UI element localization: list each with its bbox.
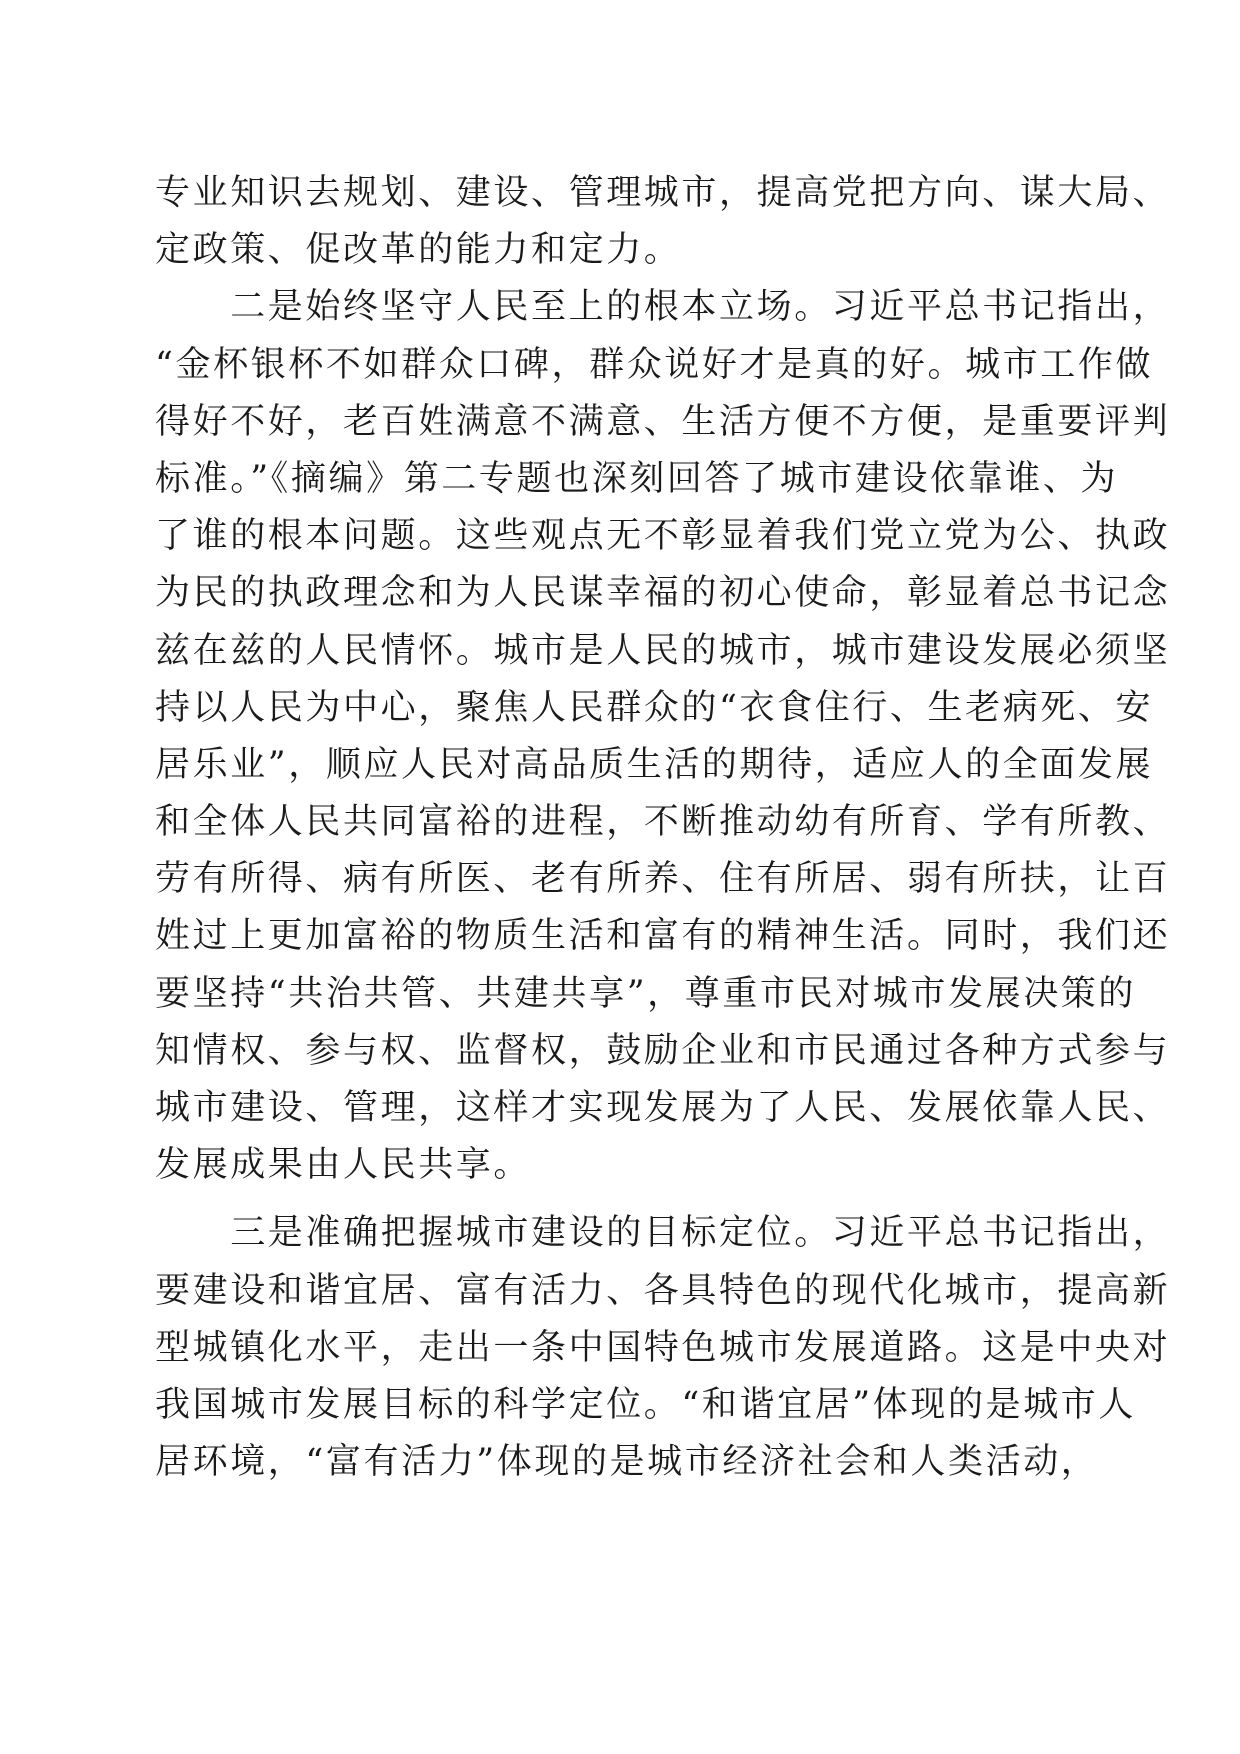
- text-line: 专业知识去规划、建设、管理城市，提高党把方向、谋大局、: [155, 173, 1171, 213]
- text-line: 型城镇化水平，走出一条中国特色城市发展道路。这是中央对: [155, 1327, 1171, 1368]
- text-line: 劳有所得、病有所医、老有所养、住有所居、弱有所扶，让百: [155, 859, 1171, 900]
- paragraph-gap: [155, 1194, 1085, 1205]
- paragraph-3: [155, 1205, 1171, 1491]
- paragraph-1: [155, 165, 1171, 279]
- text-line: 标准。”《摘编》第二专题也深刻回答了城市建设依靠谁、为: [155, 458, 1119, 499]
- text-line: 定政策、促改革的能力和定力。: [155, 230, 682, 271]
- text-line: 要建设和谐宜居、富有活力、各具特色的现代化城市，提高新: [155, 1270, 1171, 1311]
- text-line: 居环境，“富有活力”体现的是城市经济社会和人类活动，: [155, 1442, 1099, 1483]
- paragraph-2: [155, 279, 1171, 1194]
- text-line: 知情权、参与权、监督权，鼓励企业和市民通过各种方式参与: [155, 1030, 1171, 1071]
- text-line: 我国城市发展目标的科学定位。“和谐宜居”体现的是城市人: [155, 1384, 1136, 1425]
- text-line: 要坚持“共治共管、共建共享”，尊重市民对城市发展决策的: [155, 973, 1136, 1014]
- text-line: 了谁的根本问题。这些观点无不彰显着我们党立党为公、执政: [155, 516, 1171, 557]
- text-line: 三是准确把握城市建设的目标定位。习近平总书记指出，: [155, 1213, 1171, 1254]
- text-line: 为民的执政理念和为人民谋幸福的初心使命，彰显着总书记念: [155, 573, 1171, 614]
- text-line: 姓过上更加富裕的物质生活和富有的精神生活。同时，我们还: [155, 916, 1171, 957]
- text-line: 居乐业”，顺应人民对高品质生活的期待，适应人的全面发展: [155, 744, 1154, 785]
- text-line: 和全体人民共同富裕的进程，不断推动幼有所育、学有所教、: [155, 802, 1171, 843]
- text-line: 二是始终坚守人民至上的根本立场。习近平总书记指出，: [155, 287, 1171, 328]
- text-line: 兹在兹的人民情怀。城市是人民的城市，城市建设发展必须坚: [155, 630, 1171, 671]
- text-line: 持以人民为中心，聚焦人民群众的“衣食住行、生老病死、安: [155, 687, 1154, 728]
- text-line: 城市建设、管理，这样才实现发展为了人民、发展依靠人民、: [155, 1088, 1171, 1128]
- document-body: [155, 165, 1171, 1491]
- text-line: 发展成果由人民共享。: [155, 1145, 532, 1186]
- text-line: “金杯银杯不如群众口碑，群众说好才是真的好。城市工作做: [155, 344, 1154, 385]
- text-line: 得好不好，老百姓满意不满意、生活方便不方便，是重要评判: [155, 401, 1171, 442]
